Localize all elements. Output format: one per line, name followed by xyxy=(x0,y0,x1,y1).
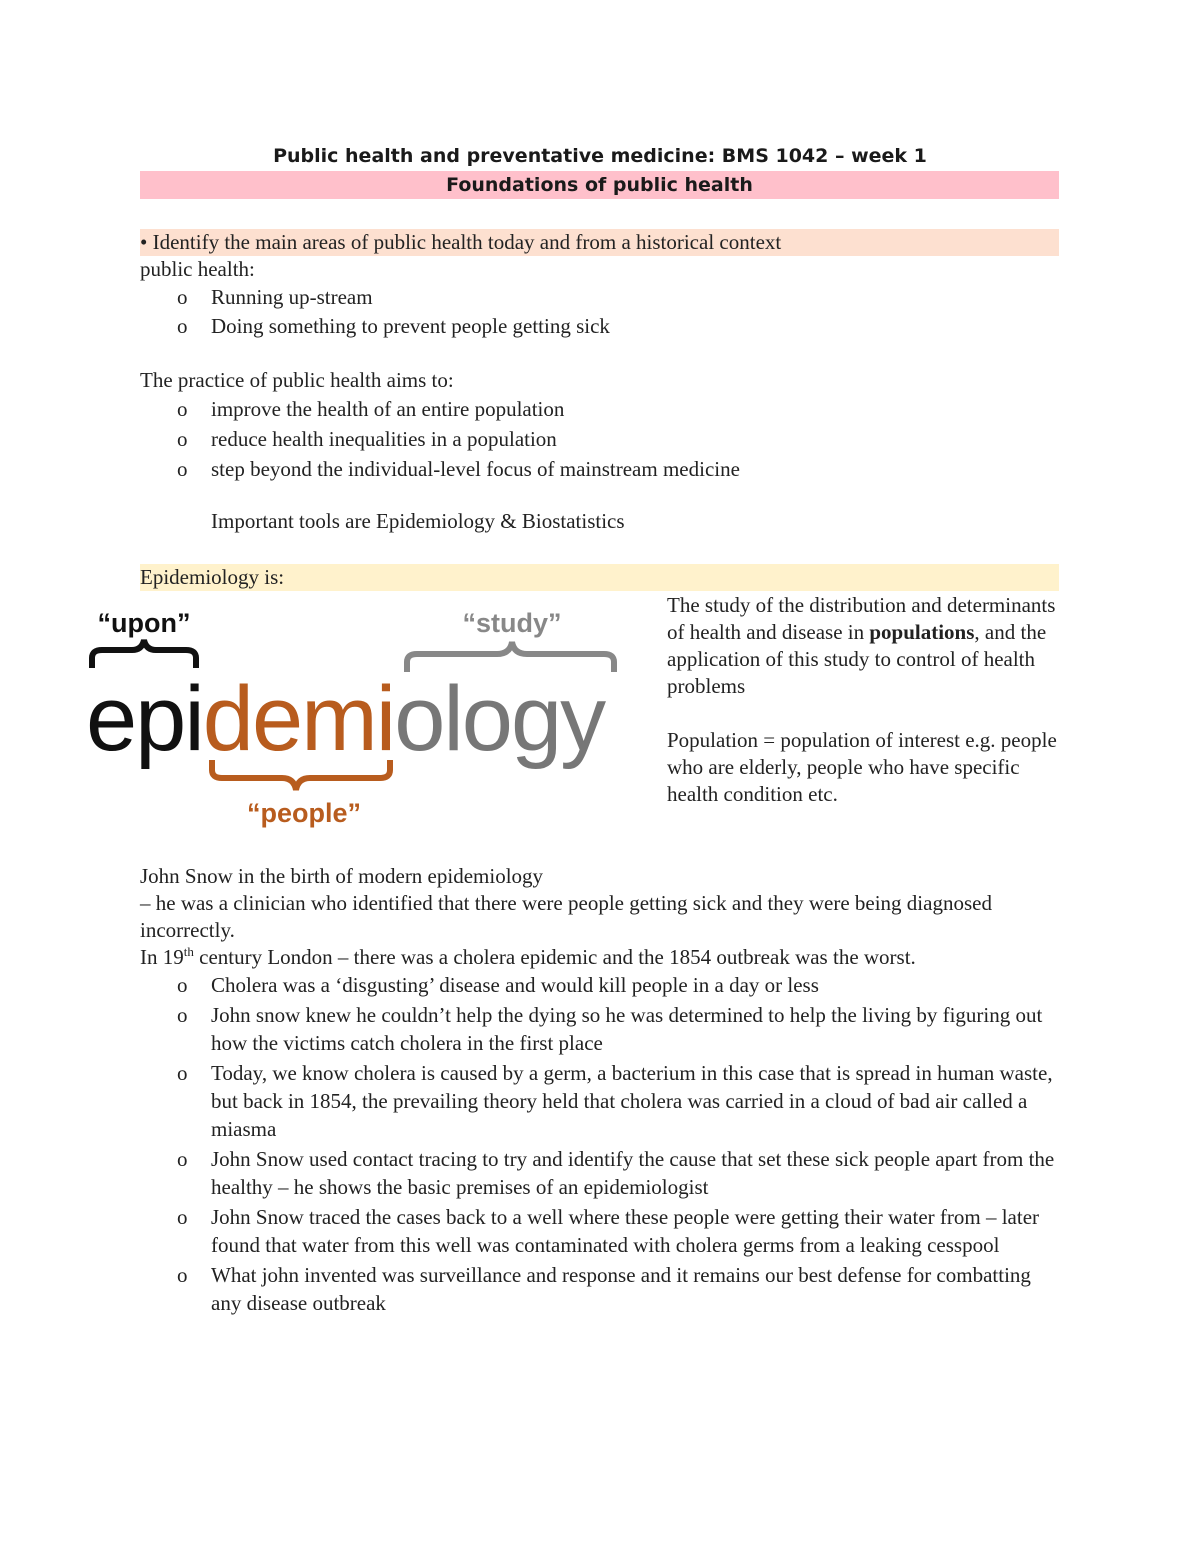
section-john-snow xyxy=(140,863,1062,1319)
definition-pre: The study of the distribution and determinants of health and disease in xyxy=(667,593,1056,644)
definition-bold: populations xyxy=(869,620,975,644)
epidemiology-heading: Epidemiology is: xyxy=(140,564,1059,591)
snow-list xyxy=(140,971,1062,1317)
list-item: o Today, we know cholera is caused by a germ, a bacterium in this case that is spread in human waste, but back in 1854, the prevailing theory held that cholera was carried in a cloud of bad air called a miasma xyxy=(140,1059,1062,1143)
study-label: “study” xyxy=(462,608,562,638)
list-item: o step beyond the individual-level focus of mainstream medicine xyxy=(140,454,1062,484)
list-item: o Running up-stream xyxy=(140,283,1062,312)
epidemiology-diagram xyxy=(82,600,627,840)
objective-heading: • Identify the main areas of public health today and from a historical context xyxy=(140,229,1059,256)
epidemiology-definition xyxy=(667,592,1062,808)
practice-list xyxy=(140,394,1062,484)
snow-context xyxy=(140,944,1062,971)
list-item: o Doing something to prevent people getting sick xyxy=(140,312,1062,341)
list-item: o John snow knew he couldn’t help the dying so he was determined to help the living by figuring out how the victims catch cholera in the first place xyxy=(140,1001,1062,1057)
section-public-health xyxy=(140,229,1062,341)
section-practice xyxy=(140,367,1062,535)
word-part-epi: epi xyxy=(86,668,203,770)
tools-note: Important tools are Epidemiology & Biostatistics xyxy=(211,509,625,533)
upon-label: “upon” xyxy=(97,608,191,638)
list-item: o What john invented was surveillance and response and it remains our best defense for combatting any disease outbreak xyxy=(140,1261,1062,1317)
practice-intro: The practice of public health aims to: xyxy=(140,368,454,392)
list-item: o reduce health inequalities in a population xyxy=(140,424,1062,454)
public-health-label: public health: xyxy=(140,257,255,281)
word-part-demi: demi xyxy=(202,668,395,770)
snow-description: – he was a clinician who identified that there were people getting sick and they were being diagnosed incorrectly. xyxy=(140,891,992,942)
page-title: Public health and preventative medicine: BMS 1042 – week 1 xyxy=(273,145,927,167)
upon-brace xyxy=(92,640,196,668)
snow-heading: John Snow in the birth of modern epidemiology xyxy=(140,864,544,888)
epidemiology-word xyxy=(86,668,606,770)
epidemiology-word-figure xyxy=(82,600,627,840)
list-item: o Cholera was a ‘disgusting’ disease and would kill people in a day or less xyxy=(140,971,1062,999)
people-label: “people” xyxy=(246,798,362,828)
word-part-ology: ology xyxy=(394,668,605,770)
section-title: Foundations of public health xyxy=(140,171,1059,199)
list-item: o improve the health of an entire population xyxy=(140,394,1062,424)
context-post: century London – there was a cholera epidemic and the 1854 outbreak was the worst. xyxy=(193,945,916,969)
definition-post: , and the application of this study to control of health problems xyxy=(667,620,1047,698)
public-health-list xyxy=(140,283,1062,341)
definition-text xyxy=(667,592,1062,700)
context-superscript: th xyxy=(183,944,194,959)
list-item: o John Snow used contact tracing to try and identify the cause that set these sick people apart from the healthy – he shows the basic premises of an epidemiologist xyxy=(140,1145,1062,1201)
list-item: o John Snow traced the cases back to a well where these people were getting their water from – later found that water from this well was contaminated with cholera germs from a leaking cesspool xyxy=(140,1203,1062,1259)
context-pre: In 19 xyxy=(140,945,184,969)
population-note: Population = population of interest e.g. people who are elderly, people who have specific health condition etc. xyxy=(667,728,1057,806)
